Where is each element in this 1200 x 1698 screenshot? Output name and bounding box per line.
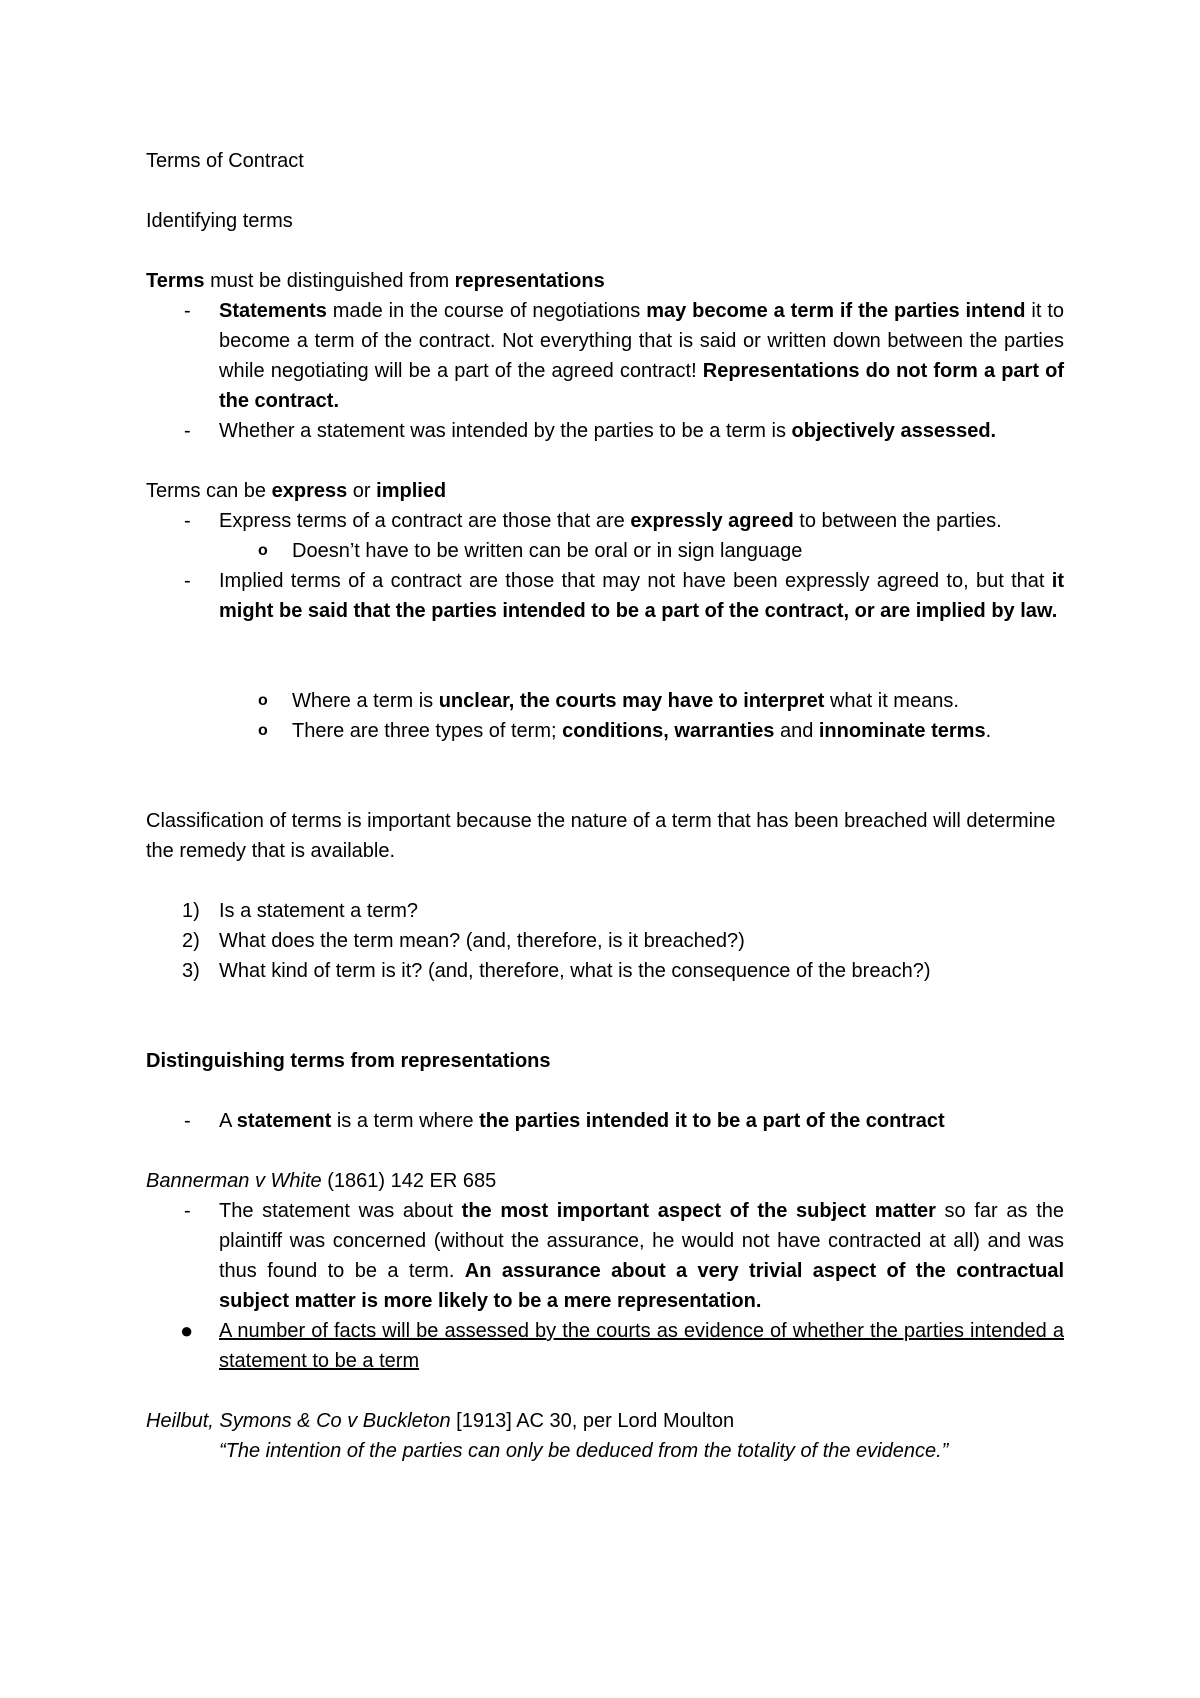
terms-vs-representations-intro: Terms must be distinguished from representations: [146, 270, 605, 292]
dash-marker: -: [184, 1200, 191, 1222]
numbered-item: 1) Is a statement a term?: [146, 896, 1064, 926]
heading-identifying-terms: Identifying terms: [146, 210, 293, 232]
numbered-item: 3) What kind of term is it? (and, therefore, what is the consequence of the breach?): [146, 956, 1064, 986]
list-item: - Statements made in the course of negotiations may become a term if the parties intend it to become a term of the contract. Not everything that is said or written down between the parties while negotiating will be a part of the agreed contract! Representations do not form a part of the contract.: [146, 296, 1064, 416]
dash-marker: -: [184, 1110, 191, 1132]
number-marker: 2): [182, 930, 200, 952]
case-heilbut: Heilbut, Symons & Co v Buckleton [1913] AC 30, per Lord Moulton: [146, 1410, 735, 1432]
list-item: - A statement is a term where the parties intended it to be a part of the contract: [146, 1106, 1064, 1136]
list-item: - Whether a statement was intended by the parties to be a term is objectively assessed.: [146, 416, 1064, 446]
circle-marker: o: [258, 722, 268, 739]
list-item: - Implied terms of a contract are those that may not have been expressly agreed to, but that it might be said that the parties intended to be a part of the contract, or are implied by law.: [146, 566, 1064, 626]
document-page: [146, 146, 1064, 1466]
sub-list-item: o Doesn’t have to be written can be oral or in sign language: [146, 536, 1064, 566]
bullet-marker: ●: [180, 1318, 194, 1343]
heading-distinguishing: Distinguishing terms from representations: [146, 1050, 551, 1072]
express-implied-intro: Terms can be express or implied: [146, 480, 447, 502]
sub-list-item: o There are three types of term; conditions, warranties and innominate terms.: [146, 716, 1064, 746]
circle-marker: o: [258, 542, 268, 559]
sub-list-item: o Where a term is unclear, the courts may have to interpret what it means.: [146, 686, 1064, 716]
list-item: - The statement was about the most important aspect of the subject matter so far as the plaintiff was concerned (without the assurance, he would not have contracted at all) and was thus found to be a term. An assurance about a very trivial aspect of the contractual subject matter is more likely to be a mere representation.: [146, 1196, 1064, 1316]
dash-marker: -: [184, 420, 191, 442]
number-marker: 3): [182, 960, 200, 982]
numbered-item: 2) What does the term mean? (and, therefore, is it breached?): [146, 926, 1064, 956]
dash-marker: -: [184, 570, 191, 592]
case-quote: “The intention of the parties can only be deduced from the totality of the evidence.”: [219, 1440, 949, 1462]
circle-marker: o: [258, 692, 268, 709]
list-item: ● A number of facts will be assessed by the courts as evidence of whether the parties intended a statement to be a term: [180, 1318, 1064, 1372]
classification-paragraph: Classification of terms is important because the nature of a term that has been breached will determine the remedy that is available.: [146, 810, 1056, 862]
case-bannerman: Bannerman v White (1861) 142 ER 685: [146, 1170, 497, 1192]
dash-marker: -: [184, 300, 191, 322]
dash-marker: -: [184, 510, 191, 532]
document-title: Terms of Contract: [146, 150, 304, 172]
number-marker: 1): [182, 900, 200, 922]
list-item: - Express terms of a contract are those that are expressly agreed to between the parties.: [146, 506, 1064, 536]
